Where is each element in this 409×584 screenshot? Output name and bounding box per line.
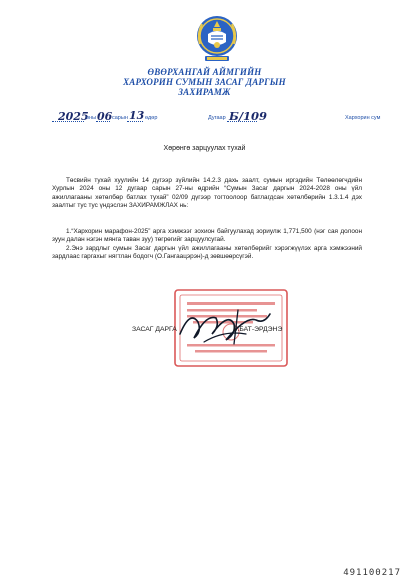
signer-name: Б.БАТ-ЭРДЭНЭ bbox=[233, 326, 283, 333]
month-handwritten: 06 bbox=[97, 110, 113, 123]
header-office: ХАРХОРИН СУМЫН ЗАСАГ ДАРГЫН bbox=[123, 77, 286, 87]
order-item-1: 1.“Хархорин марафон-2025” арга хэмжээг зохион байгуулахад зориулж 1,771,500 (нэг сая долоон зуун далан нэгэн мянга таван зуу) төгрөгийг зарцуулсугай. bbox=[52, 228, 362, 244]
state-emblem-icon bbox=[194, 12, 240, 64]
day-handwritten: 13 bbox=[129, 109, 145, 122]
subject-title: Хөрөнгө зарцуулах тухай bbox=[163, 145, 246, 152]
document-serial-number: 491100217 bbox=[343, 568, 401, 578]
number-label: Дугаар bbox=[208, 115, 226, 121]
order-item-2: 2.Энэ зардлыг сумын Засаг даргын үйл ажиллагааны хөтөлбөрийг хэрэгжүүлэх арга хэмжээний зардлаас гаргахыг нягтлан бодогч (О.Гангаацэрэн)-д зөвшөөрсүгэй. bbox=[52, 245, 362, 261]
place: Хархорин сум bbox=[345, 115, 381, 121]
meta-row bbox=[0, 108, 409, 128]
day-suffix: өдөр bbox=[145, 115, 158, 121]
year-suffix: оны bbox=[86, 115, 97, 121]
year-handwritten: 2025 bbox=[58, 110, 89, 123]
intro-paragraph: Төсвийн тухай хуулийн 14 дүгээр зүйлийн 14.2.3 дахь заалт, сумын иргэдийн Төлөөлөгчдийн Хурлын 2024 оны 12 дугаар сарын 27-ны өдрийн “Сумын Засаг даргын 2024-2028 оны үйл ажиллагааны хөтөлбөр батлах тухай” 02/09 дүгээр тогтоолоор батлагдсан хөтөлбөрийн 1.3.1.4 дэх заалтыг тус тус үндэслэн ЗАХИРАМЖЛАХ нь: bbox=[52, 177, 362, 209]
signer-title: ЗАСАГ ДАРГА bbox=[132, 326, 177, 333]
number-handwritten: Б/109 bbox=[229, 109, 268, 123]
header-aimag: ӨВӨРХАНГАЙ АЙМГИЙН bbox=[147, 67, 262, 77]
month-suffix: сарын bbox=[112, 115, 128, 121]
header-doc-type: ЗАХИРАМЖ bbox=[178, 87, 231, 97]
